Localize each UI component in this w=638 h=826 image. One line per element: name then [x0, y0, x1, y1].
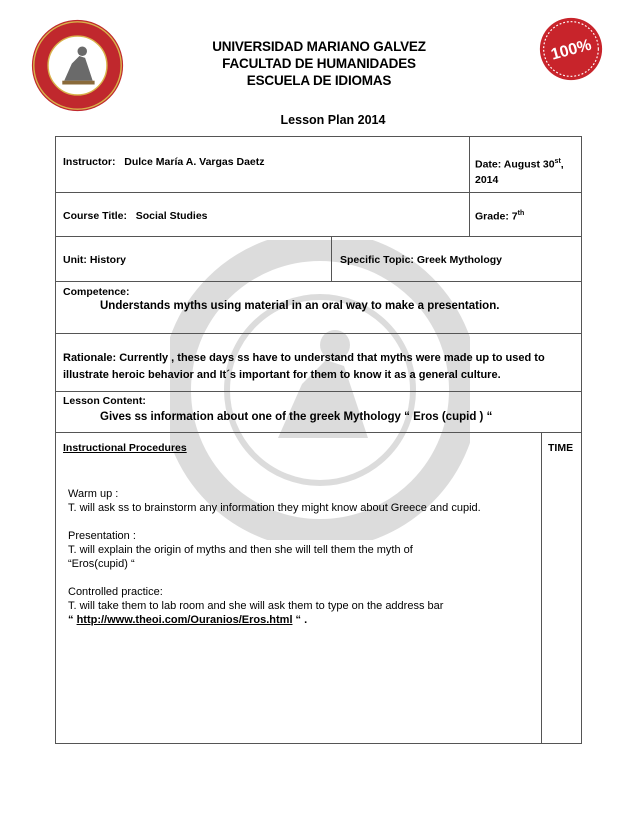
document-header: [0, 35, 638, 89]
instructor-label: Instructor:: [63, 156, 116, 168]
faculty-name: FACULTAD DE HUMANIDADES: [222, 56, 416, 71]
controlled-practice-link-line: “ http://www.theoi.com/Ouranios/Eros.html “ .: [68, 614, 308, 626]
presentation-title: Presentation :: [68, 530, 136, 542]
lesson-plan-form: [55, 136, 582, 744]
school-name: ESCUELA DE IDIOMAS: [246, 73, 392, 88]
rationale-field: Rationale: Currently , these days ss have to understand that myths were made up to used to illustrate heroic behavior and It´s important for them to know it as a general culture.: [63, 352, 545, 381]
instructor-value: Dulce María A. Vargas Daetz: [124, 156, 265, 168]
competence-value: Understands myths using material in an oral way to make a presentation.: [100, 300, 500, 312]
eros-link[interactable]: http://www.theoi.com/Ouranios/Eros.html: [76, 614, 293, 626]
badge-text: 100%: [549, 35, 594, 64]
warmup-text: T. will ask ss to brainstorm any information they might know about Greece and cupid.: [68, 502, 481, 514]
instructional-procedures-label: Instructional Procedures: [63, 442, 187, 454]
university-name: UNIVERSIDAD MARIANO GALVEZ: [212, 39, 426, 54]
presentation-line1: T. will explain the origin of myths and then she will tell them the myth of: [68, 544, 413, 556]
controlled-practice-title: Controlled practice:: [68, 586, 163, 598]
lesson-content-label: Lesson Content:: [63, 395, 146, 407]
lesson-content-value: Gives ss information about one of the greek Mythology “ Eros (cupid ) “: [100, 411, 493, 423]
date-year: 2014: [475, 173, 499, 186]
course-title-field: Course Title: Social Studies: [63, 210, 208, 222]
unit-field: Unit: History: [63, 254, 126, 266]
date-field: Date: August 30st, 2014: [475, 158, 564, 186]
time-label: TIME: [548, 442, 574, 454]
competence-label: Competence:: [63, 286, 130, 298]
lesson-plan-title: Lesson Plan 2014: [280, 113, 386, 127]
warmup-title: Warm up :: [68, 488, 119, 500]
grade-field: Grade: 7th: [475, 210, 525, 223]
specific-topic-field: Specific Topic: Greek Mythology: [340, 254, 503, 266]
controlled-practice-line1: T. will take them to lab room and she will ask them to type on the address bar: [68, 600, 444, 612]
instructor-field: [63, 156, 265, 168]
presentation-line2: “Eros(cupid) “: [68, 558, 135, 570]
procedures-body: [68, 487, 481, 627]
